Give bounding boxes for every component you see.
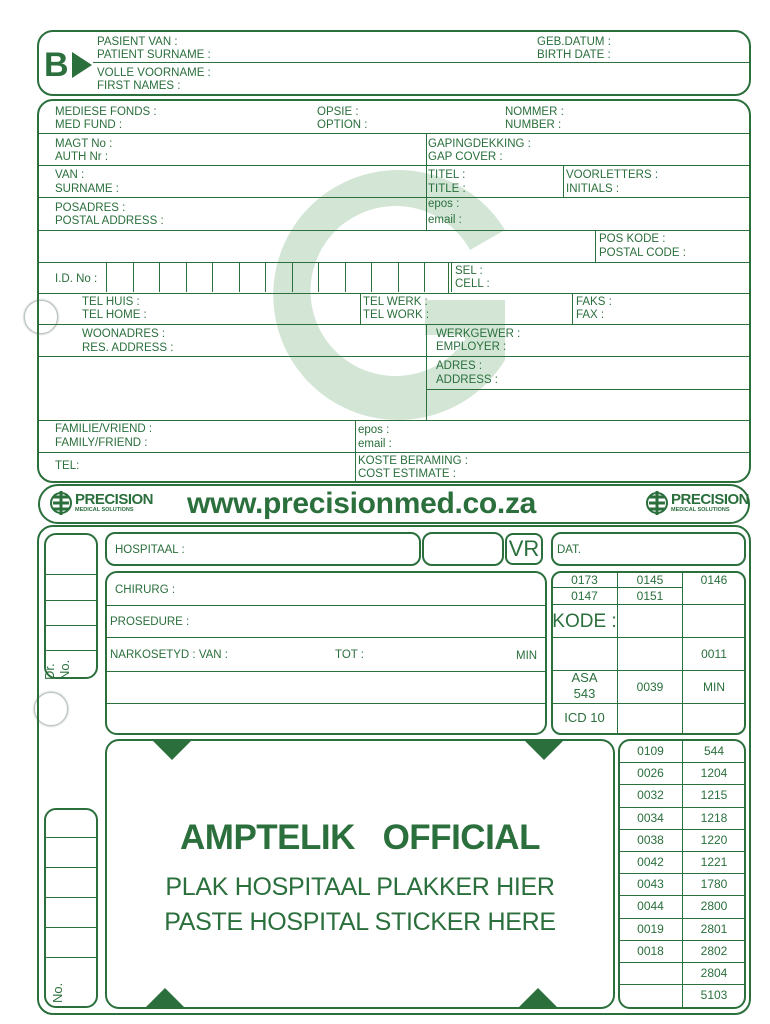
tel-work-label: TEL WORK : xyxy=(363,309,430,321)
code-cell-left: 0026 xyxy=(637,766,664,781)
code-cell-left: 0018 xyxy=(637,943,664,958)
no-box xyxy=(44,808,98,1008)
postal-address-label: POSTAL ADDRESS : xyxy=(55,215,164,227)
adres-label: ADRES : xyxy=(436,360,483,372)
cell-label: CELL : xyxy=(455,278,490,290)
titel-label: TITEL : xyxy=(428,169,466,181)
code-cell-right: 544 xyxy=(703,744,725,758)
voorletters-label: VOORLETTERS : xyxy=(566,169,659,181)
pos-kode-label: POS KODE : xyxy=(599,233,666,245)
tot-label: TOT : xyxy=(335,649,364,661)
faks-label: FAKS : xyxy=(576,296,612,308)
code-cell-right: 2800 xyxy=(700,899,728,914)
id-digit-box[interactable] xyxy=(292,263,318,292)
code-cell-right: 1221 xyxy=(700,855,728,869)
precision-logo-icon xyxy=(646,490,668,516)
kode-label: KODE : xyxy=(552,611,617,632)
family-friend-label: FAMILY/FRIEND : xyxy=(55,437,148,449)
title-label: TITLE : xyxy=(428,183,466,195)
min-label-2: MIN xyxy=(703,680,725,694)
logo-sub: MEDICAL SOLUTIONS xyxy=(75,507,134,513)
no-label: No. xyxy=(50,982,65,1003)
precision-logo-icon xyxy=(50,490,72,516)
cost-estimate-label: COST ESTIMATE : xyxy=(358,468,456,480)
code-0151: 0151 xyxy=(636,589,664,603)
tel-werk-label: TEL WERK : xyxy=(363,296,428,308)
familie-vriend-label: FAMILIE/VRIEND : xyxy=(55,423,153,435)
corner-marker xyxy=(518,988,558,1008)
auth-nr-label: AUTH Nr : xyxy=(55,151,109,163)
address-label: ADDRESS : xyxy=(436,374,498,386)
birth-date-label: BIRTH DATE : xyxy=(537,49,611,61)
sel-label: SEL : xyxy=(455,265,483,277)
code-cell-right: 1220 xyxy=(700,832,728,847)
koste-beraming-label: KOSTE BERAMING : xyxy=(358,455,468,467)
epos-label-2: epos : xyxy=(358,424,390,436)
code-cell-right: 2801 xyxy=(700,921,728,936)
dat-label: DAT. xyxy=(557,544,582,556)
fax-label: FAX : xyxy=(576,309,605,321)
code-cell-left: 0034 xyxy=(637,810,664,825)
code-0039: 0039 xyxy=(636,680,664,694)
nommer-label: NOMMER : xyxy=(505,106,564,118)
min-label: MIN xyxy=(516,650,538,662)
surname-label: SURNAME : xyxy=(55,183,119,195)
section-letter: B xyxy=(44,46,69,84)
id-digit-box[interactable] xyxy=(398,263,424,292)
precision-logo-left xyxy=(50,490,153,516)
id-digit-box[interactable] xyxy=(159,263,185,292)
code-cell-right: 1218 xyxy=(700,810,728,825)
magt-no-label: MAGT No : xyxy=(55,138,113,150)
first-names-label: FIRST NAMES : xyxy=(97,80,181,92)
code-cell-right: 5103 xyxy=(700,988,728,1003)
prosedure-label: PROSEDURE : xyxy=(110,616,190,628)
code-cell-left: 0043 xyxy=(637,877,664,892)
number-label: NUMBER : xyxy=(505,119,562,131)
code-0145: 0145 xyxy=(636,573,664,587)
chirurg-label: CHIRURG : xyxy=(115,584,176,596)
logo-name: PRECISION xyxy=(671,491,750,508)
postal-code-label: POSTAL CODE : xyxy=(599,247,686,259)
code-0173: 0173 xyxy=(571,573,598,587)
id-no-label: I.D. No : xyxy=(55,273,98,285)
code-0146: 0146 xyxy=(700,573,728,587)
hospital-code-field[interactable] xyxy=(422,532,504,566)
tel-home-label: TEL HOME : xyxy=(82,309,147,321)
email-label: email : xyxy=(428,214,462,226)
code-cell-left: 0042 xyxy=(637,855,664,869)
id-digit-box[interactable] xyxy=(186,263,212,292)
email-label-2: email : xyxy=(358,438,392,450)
code-cell-left: 0044 xyxy=(637,899,664,914)
opsie-label: OPSIE : xyxy=(317,106,359,118)
posadres-label: POSADRES : xyxy=(55,202,126,214)
sticker-instruction-en: PASTE HOSPITAL STICKER HERE xyxy=(164,908,556,936)
epos-label: epos : xyxy=(428,198,460,210)
vr-box: VR xyxy=(505,533,543,565)
tel-label: TEL: xyxy=(55,460,80,472)
code-0011: 0011 xyxy=(701,647,727,661)
logo-sub: MEDICAL SOLUTIONS xyxy=(671,507,730,513)
code-cell-right: 1204 xyxy=(700,766,728,781)
id-digit-box[interactable] xyxy=(424,263,450,292)
patient-surname-label: PATIENT SURNAME : xyxy=(97,49,211,61)
id-digit-box[interactable] xyxy=(133,263,159,292)
corner-marker xyxy=(152,740,192,760)
code-cell-right: 1215 xyxy=(700,788,728,803)
official-heading: AMPTELIK OFFICIAL xyxy=(180,818,540,857)
tel-huis-label: TEL HUIS : xyxy=(82,296,140,308)
narkosetyd-label: NARKOSETYD : VAN : xyxy=(110,649,229,661)
code-cell-left: 0109 xyxy=(637,744,664,758)
code-cell-right: 2802 xyxy=(700,943,728,958)
employer-label: EMPLOYER : xyxy=(436,341,507,353)
code-cell-right: 2804 xyxy=(700,966,728,980)
divider xyxy=(93,62,751,63)
initials-label: INITIALS : xyxy=(566,183,620,195)
icd10-label: ICD 10 xyxy=(564,710,605,725)
geb-datum-label: GEB.DATUM : xyxy=(537,36,611,48)
precision-logo-right xyxy=(646,490,749,516)
code-cell-left: 0019 xyxy=(637,921,664,936)
mediese-fonds-label: MEDIESE FONDS : xyxy=(55,106,157,118)
sticker-instruction-af: PLAK HOSPITAAL PLAKKER HIER xyxy=(165,873,555,901)
id-digit-box[interactable] xyxy=(265,263,291,292)
logo-name: PRECISION xyxy=(75,491,154,508)
code-cell-left: 0032 xyxy=(637,788,664,803)
woonadres-label: WOONADRES : xyxy=(82,328,166,340)
hospitaal-label: HOSPITAAL : xyxy=(115,544,185,556)
werkgewer-label: WERKGEWER : xyxy=(436,328,521,340)
gapingdekking-label: GAPINGDEKKING : xyxy=(428,138,531,150)
gap-cover-label: GAP COVER : xyxy=(428,151,503,163)
volle-voorname-label: VOLLE VOORNAME : xyxy=(97,67,211,79)
id-digit-box[interactable] xyxy=(212,263,238,292)
id-digit-box[interactable] xyxy=(239,263,265,292)
van-label: VAN : xyxy=(55,169,85,181)
corner-marker xyxy=(524,740,564,760)
id-digit-box[interactable] xyxy=(371,263,397,292)
pasient-van-label: PASIENT VAN : xyxy=(97,36,178,48)
dr-no-label: Dr. No. xyxy=(42,659,72,680)
med-fund-label: MED FUND : xyxy=(55,119,123,131)
website-url-link[interactable]: www.precisionmed.co.za xyxy=(187,487,537,520)
corner-marker xyxy=(145,988,185,1008)
id-digit-box[interactable] xyxy=(345,263,371,292)
asa-code: 543 xyxy=(573,686,596,701)
id-digit-box[interactable] xyxy=(318,263,344,292)
code-cell-left: 0038 xyxy=(637,832,664,847)
option-label: OPTION : xyxy=(317,119,368,131)
asa-label: ASA xyxy=(571,670,598,685)
code-cell-right: 1780 xyxy=(700,877,728,892)
code-0147: 0147 xyxy=(571,589,598,603)
res-address-label: RES. ADDRESS : xyxy=(82,342,174,354)
arrow-right-icon xyxy=(72,52,92,78)
id-digit-box[interactable] xyxy=(106,263,132,292)
